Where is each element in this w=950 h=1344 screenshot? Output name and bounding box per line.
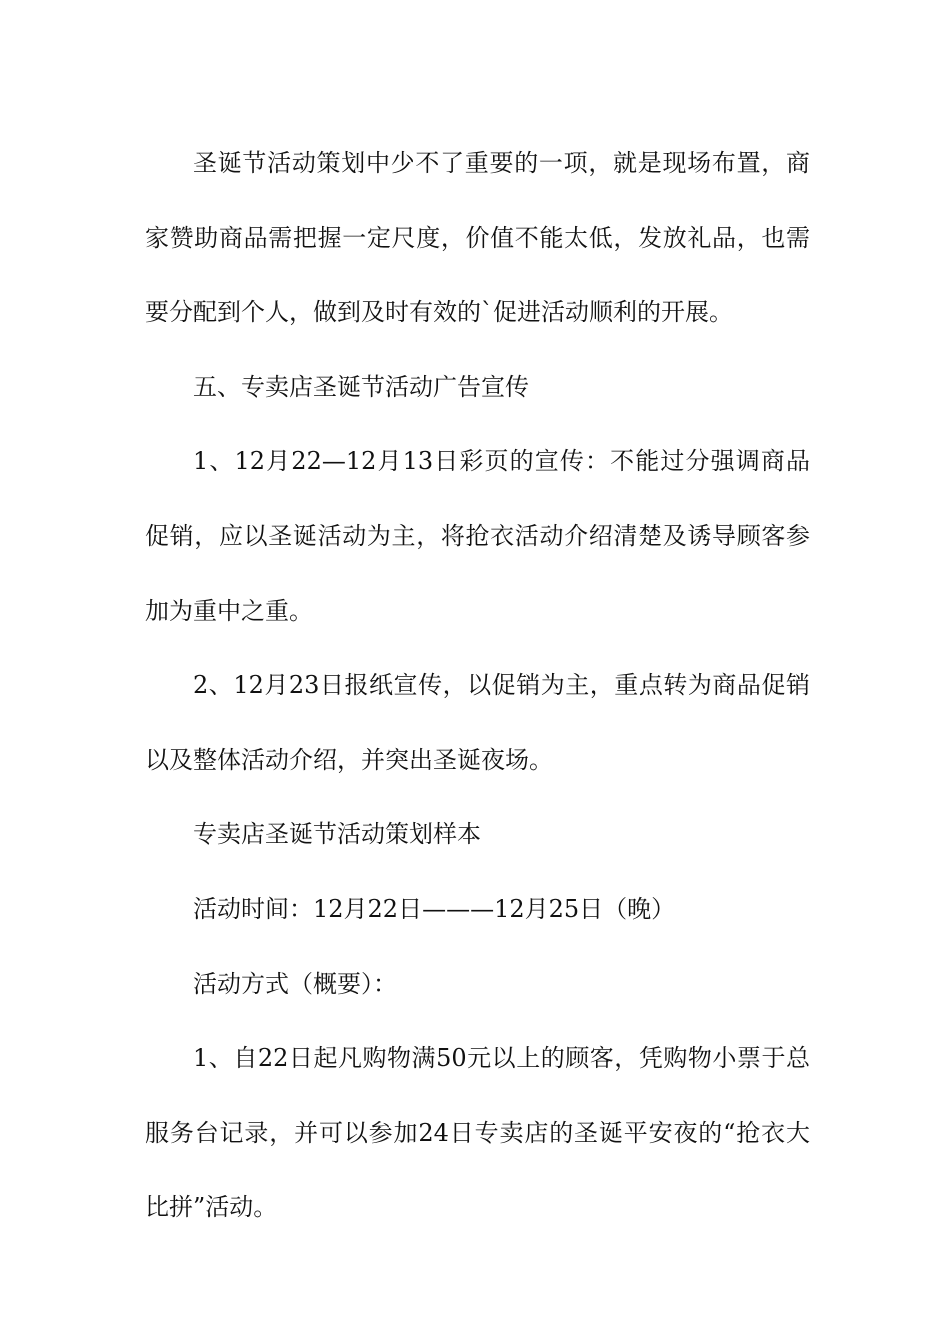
section-heading-advertising: 五、专卖店圣诞节活动广告宣传: [193, 372, 529, 401]
paragraph-flyer-promotion: 1、12月22—12月13日彩页的宣传：不能过分强调商品促销，应以圣诞活动为主，将抢衣活动介绍清楚及诱导顾客参加为重中之重。: [145, 447, 810, 625]
paragraph-venue-setup: 圣诞节活动策划中少不了重要的一项，就是现场布置，商家赞助商品需把握一定尺度，价值不能太低，发放礼品，也需要分配到个人，做到及时有效的`促进活动顺利的开展。: [145, 149, 810, 327]
paragraph-event-time: 活动时间：12月22日———12月25日（晚）: [193, 894, 676, 923]
document-body: [145, 126, 810, 1245]
paragraph-newspaper-promotion: 2、12月23日报纸宣传，以促销为主，重点转为商品促销以及整体活动介绍，并突出圣诞夜场。: [145, 671, 810, 774]
paragraph-purchase-rule: 1、自22日起凡购物满50元以上的顾客，凭购物小票于总服务台记录，并可以参加24日专卖店的圣诞平安夜的“抢衣大比拼”活动。: [145, 1044, 810, 1222]
heading-plan-sample: 专卖店圣诞节活动策划样本: [193, 820, 481, 849]
paragraph-event-method: 活动方式（概要）：: [193, 969, 397, 998]
